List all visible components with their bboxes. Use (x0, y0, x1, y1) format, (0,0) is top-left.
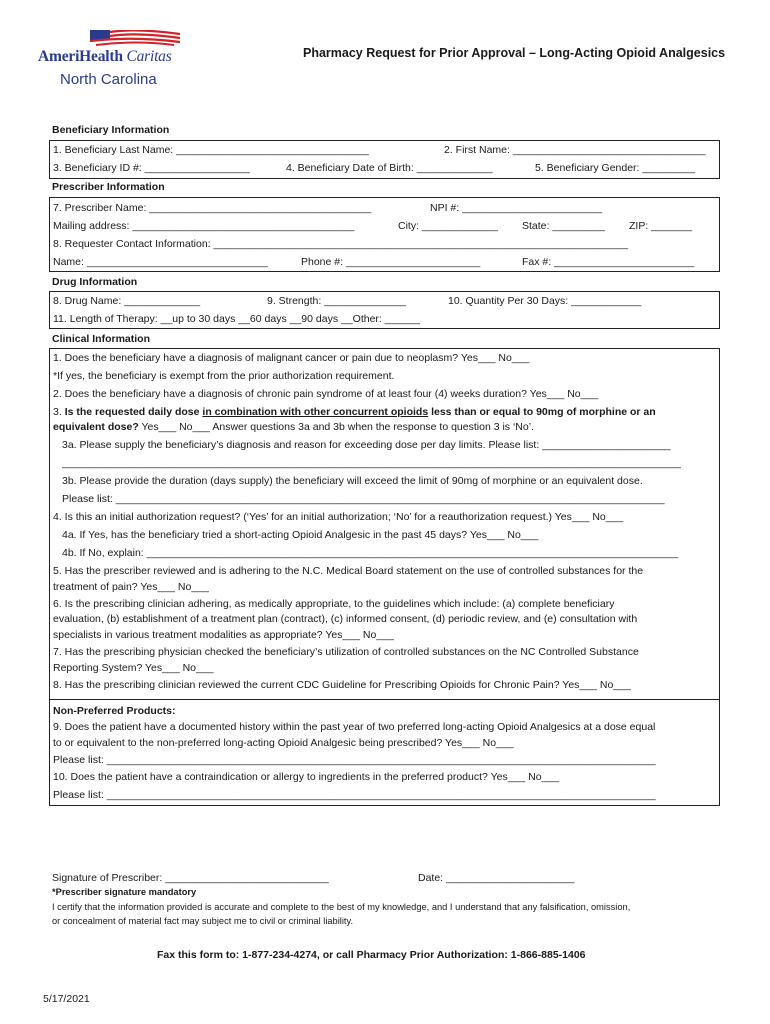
beneficiary-last-name-field[interactable]: 1. Beneficiary Last Name: _________________________________ (53, 144, 369, 156)
phone-field[interactable]: Phone #: _______________________ (301, 256, 481, 268)
question-3b[interactable]: 3b. Please provide the duration (days supply) the beneficiary will exceed the limit of 90mg of morphine or an equivalent dose. (62, 475, 643, 487)
fax-field[interactable]: Fax #: ________________________ (522, 256, 695, 268)
signature-mandatory: *Prescriber signature mandatory (52, 887, 197, 897)
question-6-cont2[interactable]: specialists in various treatment modalities as appropriate? Yes___ No___ (53, 629, 394, 641)
question-3-cont[interactable]: equivalent dose? Yes___ No___ Answer questions 3a and 3b when the response to question 3 is ‘No’. (53, 421, 534, 433)
footer-date: 5/17/2021 (43, 993, 90, 1005)
signature-field[interactable]: Signature of Prescriber: ____________________________ (52, 872, 329, 884)
question-5[interactable]: 5. Has the prescriber reviewed and is adhering to the N.C. Medical Board statement on the use of controlled substances for the (53, 565, 644, 577)
question-4a[interactable]: 4a. If Yes, has the beneficiary tried a short-acting Opioid Analgesic in the past 45 days? Yes___ No___ (62, 529, 539, 541)
non-preferred-box (49, 700, 720, 806)
question-10-list[interactable]: Please list: ______________________________________________________________________________________________ (53, 789, 656, 801)
prescriber-name-field[interactable]: 7. Prescriber Name: ______________________________________ (53, 202, 372, 214)
beneficiary-dob-field[interactable]: 4. Beneficiary Date of Birth: _____________ (286, 162, 493, 174)
signature-date-field[interactable]: Date: ______________________ (418, 872, 575, 884)
question-1-note: *If yes, the beneficiary is exempt from the prior authorization requirement. (53, 370, 395, 382)
question-10[interactable]: 10. Does the patient have a contraindication or allergy to ingredients in the preferred product? Yes___ No___ (53, 771, 560, 783)
question-9[interactable]: 9. Does the patient have a documented history within the past year of two preferred long-acting Opioid Analgesics at a dose equal (53, 721, 656, 733)
question-3a[interactable]: 3a. Please supply the beneficiary’s diagnosis and reason for exceeding dose per day limits. Please list: ______________________ (62, 439, 671, 451)
flag-icon (90, 30, 180, 46)
npi-field[interactable]: NPI #: ________________________ (430, 202, 603, 214)
requester-contact-field[interactable]: 8. Requester Contact Information: _______________________________________________________________________ (53, 238, 629, 250)
question-3[interactable]: 3. Is the requested daily dose in combination with other concurrent opioids less than or equal to 90mg of morphine or an (53, 406, 656, 418)
prescriber-heading: Prescriber Information (52, 181, 165, 193)
question-6-cont1: evaluation, (b) establishment of a treatment plan (contract), (c) informed consent, (d) periodic review, and (e) consultation with (53, 613, 638, 625)
non-preferred-heading: Non-Preferred Products: (53, 705, 176, 717)
clinical-heading: Clinical Information (52, 333, 151, 345)
question-6[interactable]: 6. Is the prescribing clinician adhering, as medically appropriate, to the guidelines which include: (a) complete beneficiary (53, 598, 615, 610)
mailing-address-field[interactable]: Mailing address: ______________________________________ (53, 220, 355, 232)
beneficiary-gender-field[interactable]: 5. Beneficiary Gender: _________ (535, 162, 695, 174)
city-field[interactable]: City: _____________ (398, 220, 498, 232)
question-3b-list[interactable]: Please list: ______________________________________________________________________________________________ (62, 493, 665, 505)
logo-region: North Carolina (60, 71, 157, 88)
question-9-list[interactable]: Please list: ______________________________________________________________________________________________ (53, 754, 656, 766)
state-field[interactable]: State: _________ (522, 220, 605, 232)
logo (38, 30, 208, 92)
fax-instructions: Fax this form to: 1-877-234-4274, or call Pharmacy Prior Authorization: 1-866-885-1406 (157, 949, 586, 961)
zip-field[interactable]: ZIP: _______ (629, 220, 693, 232)
length-of-therapy-field[interactable]: 11. Length of Therapy: __up to 30 days __60 days __90 days __Other: ______ (53, 313, 420, 325)
certification-line-1: I certify that the information provided is accurate and complete to the best of my knowledge, and I understand that any falsification, omission, (52, 902, 631, 912)
drug-box (49, 291, 720, 329)
question-2[interactable]: 2. Does the beneficiary have a diagnosis of chronic pain syndrome of at least four (4) weeks duration? Yes___ No___ (53, 388, 599, 400)
question-4[interactable]: 4. Is this an initial authorization request? (‘Yes’ for an initial authorization; ‘No’ for a reauthorization request.) Yes___ No___ (53, 511, 624, 523)
question-9-cont[interactable]: to or equivalent to the non-preferred long-acting Opioid Analgesic being prescribed? Yes___ No___ (53, 737, 514, 749)
drug-heading: Drug Information (52, 276, 138, 288)
beneficiary-id-field[interactable]: 3. Beneficiary ID #: __________________ (53, 162, 250, 174)
question-5-cont[interactable]: treatment of pain? Yes___ No___ (53, 581, 209, 593)
strength-field[interactable]: 9. Strength: ______________ (267, 295, 406, 307)
prescriber-box (49, 197, 720, 272)
page-title: Pharmacy Request for Prior Approval – Long-Acting Opioid Analgesics (303, 46, 726, 60)
logo-brand: AmeriHealth Caritas (38, 48, 172, 65)
beneficiary-first-name-field[interactable]: 2. First Name: _________________________________ (444, 144, 706, 156)
certification-line-2: or concealment of material fact may subject me to civil or criminal liability. (52, 916, 354, 926)
quantity-field[interactable]: 10. Quantity Per 30 Days: ____________ (448, 295, 642, 307)
question-1[interactable]: 1. Does the beneficiary have a diagnosis of malignant cancer or pain due to neoplasm? Yes___ No___ (53, 352, 530, 364)
beneficiary-box (49, 140, 720, 179)
beneficiary-heading: Beneficiary Information (52, 124, 170, 136)
question-3a-line[interactable]: __________________________________________________________________________________________________________ (62, 457, 681, 469)
drug-name-field[interactable]: 8. Drug Name: _____________ (53, 295, 201, 307)
question-7-cont[interactable]: Reporting System? Yes___ No___ (53, 662, 214, 674)
question-8[interactable]: 8. Has the prescribing clinician reviewed the current CDC Guideline for Prescribing Opioids for Chronic Pain? Yes___ No___ (53, 679, 631, 691)
question-4b[interactable]: 4b. If No, explain: ___________________________________________________________________________________________ (62, 547, 679, 559)
requester-name-field[interactable]: Name: _______________________________ (53, 256, 268, 268)
question-7[interactable]: 7. Has the prescribing physician checked the beneficiary’s utilization of controlled substances on the NC Controlled Substance (53, 646, 639, 658)
clinical-box (49, 348, 720, 700)
